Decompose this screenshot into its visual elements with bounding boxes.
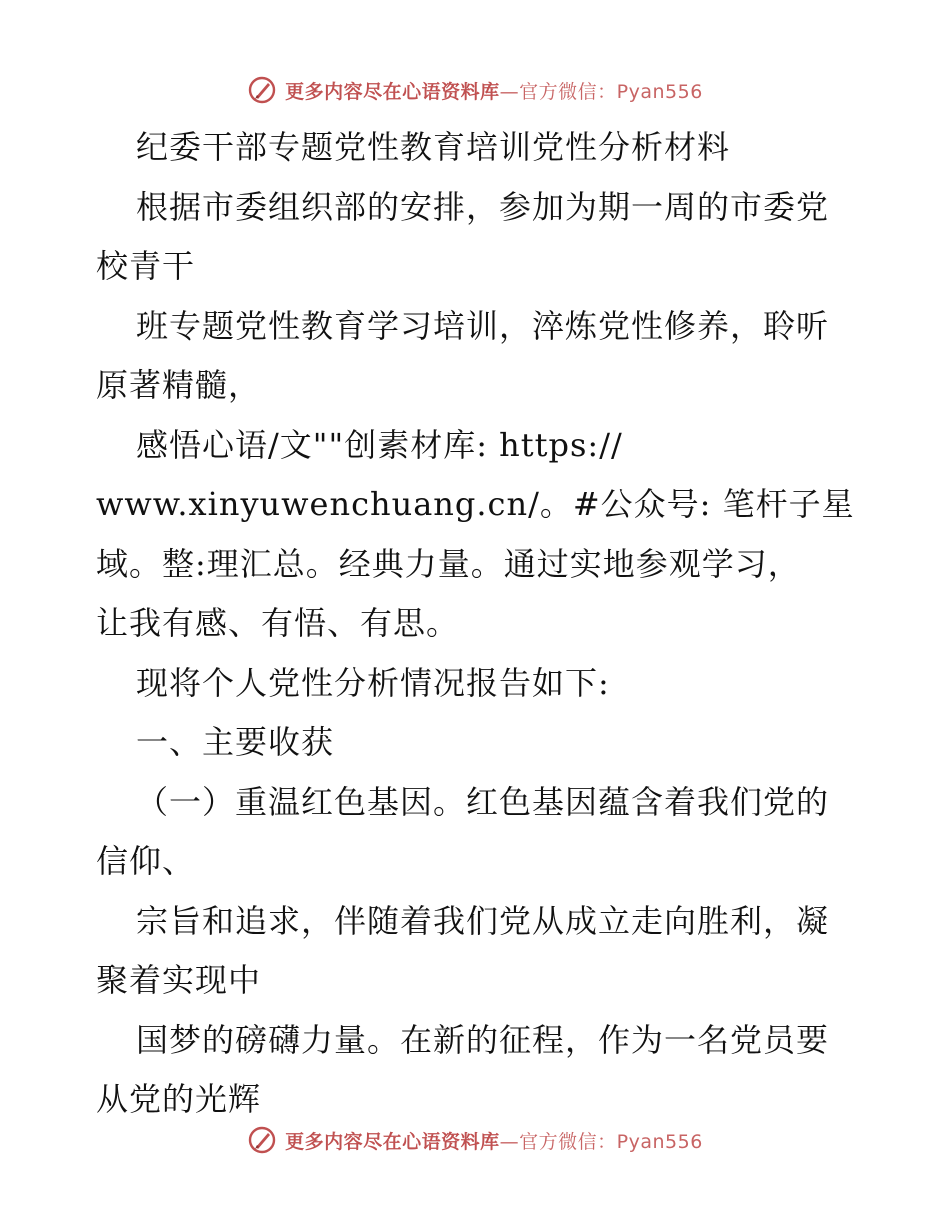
- text-line: 一、主要收获: [136, 723, 335, 761]
- text-line: （一）重温红色基因。红色基因蕴含着我们党的: [136, 782, 830, 821]
- document-body: [96, 118, 866, 1130]
- text-line: 班专题党性教育学习培训，淬炼党性修养，聆听: [136, 306, 830, 345]
- text-line: 国梦的磅礴力量。在新的征程，作为一名党员要: [136, 1020, 830, 1059]
- header-watermark: [0, 70, 950, 110]
- text-line: 现将个人党性分析情况报告如下:: [136, 663, 610, 702]
- text-line: 从党的光辉: [96, 1080, 262, 1118]
- footer-watermark: [0, 1120, 950, 1160]
- text-line: 感悟心语/文""创素材库: https://: [136, 425, 623, 464]
- text-line: 宗旨和追求，伴随着我们党从成立走向胜利，凝: [136, 901, 830, 940]
- quill-pen-logo-icon: [247, 75, 277, 105]
- watermark-text: 更多内容尽在心语资料库—官方微信：Pyan556: [285, 1130, 703, 1153]
- text-line: 根据市委组织部的安排，参加为期一周的市委党: [136, 187, 830, 226]
- text-line: 纪委干部专题党性教育培训党性分析材料: [136, 128, 731, 166]
- text-line: 域。整:理汇总。经典力量。通过实地参观学习，: [96, 544, 801, 583]
- text-line: 校青干: [96, 247, 196, 285]
- text-line: 信仰、: [96, 842, 196, 880]
- watermark-text: 更多内容尽在心语资料库—官方微信：Pyan556: [285, 80, 703, 103]
- text-line: 原著精髓，: [96, 366, 262, 404]
- text-line: 聚着实现中: [96, 961, 262, 999]
- text-line: 让我有感、有悟、有思。: [96, 604, 460, 642]
- text-line: www.xinyuwenchuang.cn/。#公众号: 笔杆子星: [96, 485, 855, 523]
- quill-pen-logo-icon: [247, 1125, 277, 1155]
